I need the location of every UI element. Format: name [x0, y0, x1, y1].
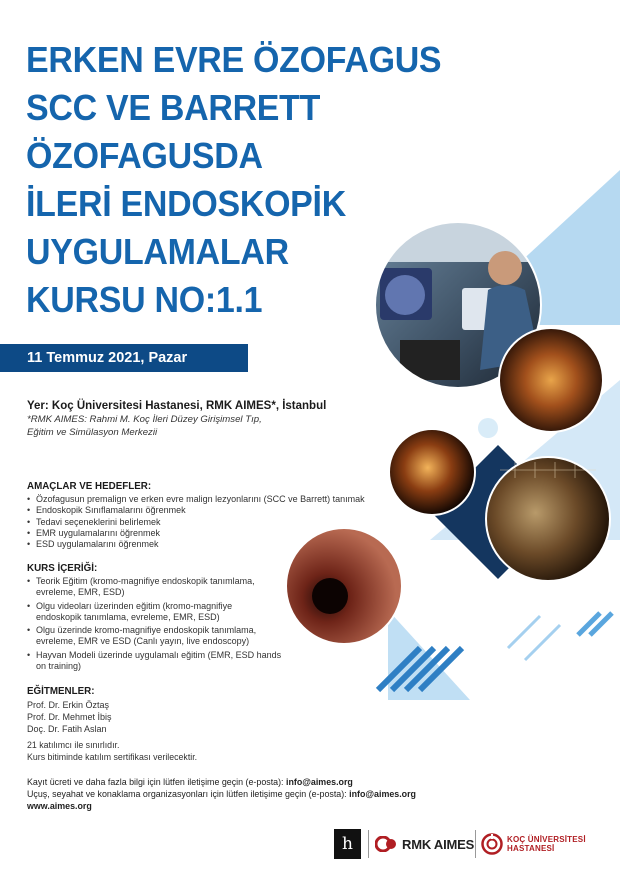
koc-line: KOÇ ÜNİVERSİTESİ [507, 835, 586, 844]
instructors-section [27, 686, 387, 735]
instructors-heading: EĞİTMENLER: [27, 686, 95, 697]
list-item [27, 625, 387, 648]
instructor-name: Prof. Dr. Erkin Öztaş [27, 700, 110, 710]
list-item-line: evreleme, EMR ve ESD (Canlı yayın, live endoscopy) [36, 636, 250, 647]
title-line: SCC VE BARRETT [26, 87, 321, 128]
blue-stripes-right [578, 613, 612, 635]
date-banner: 11 Temmuz 2021, Pazar [0, 344, 248, 372]
contact-line [27, 788, 447, 800]
instructor-name: Doç. Dr. Fatih Aslan [27, 724, 107, 734]
contact-block [27, 776, 447, 812]
title-line: KURSU NO:1.1 [26, 279, 263, 320]
list-item: • Tedavi seçeneklerini belirlemek [27, 517, 387, 528]
aims-heading: AMAÇLAR VE HEDEFLER: [27, 481, 152, 492]
content-list [27, 576, 387, 672]
list-item-line: endoskopik tanımlama, evreleme, EMR, ESD) [36, 611, 220, 622]
blue-stripes [378, 648, 462, 690]
contact-text: Kayıt ücreti ve daha fazla bilgi için lütfen iletişime geçin (e-posta): [27, 777, 286, 787]
divider [475, 830, 476, 858]
list-item-line: Hayvan Modeli üzerinde uygulamalı eğitim (EMR, ESD hands [36, 649, 282, 660]
photo-endoscopy-2 [389, 429, 475, 515]
h-logo: h [334, 829, 361, 859]
light-blue-triangle-right [430, 380, 620, 540]
list-item: • Özofagusun premalign ve erken evre malign lezyonlarını (SCC ve Barrett) tanımak [27, 494, 387, 505]
list-item-line: on training) [36, 661, 82, 672]
rmk-aimes-logo [375, 834, 474, 854]
venue-block [27, 400, 387, 439]
koc-hospital-logo [481, 831, 586, 857]
photo-endoscopy-1 [499, 328, 603, 432]
rmk-aimes-label: RMK AIMES [402, 836, 475, 852]
list-item: • Endoskopik Sınıflamalarını öğrenmek [27, 505, 387, 516]
title-line: ERKEN EVRE ÖZOFAGUS [26, 39, 442, 80]
koc-hospital-label [507, 835, 586, 853]
list-item [27, 601, 387, 624]
contact-email-link[interactable]: info@aimes.org [349, 789, 416, 799]
course-title [26, 36, 442, 324]
note-line: Kurs bitiminde katılım sertifikası verilecektir. [27, 751, 198, 762]
koc-line: HASTANESİ [507, 844, 555, 853]
notes [27, 740, 367, 763]
list-item-line: Olgu üzerinde kromo-magnifiye endoskopik tanımlama, [36, 625, 257, 636]
list-item: • ESD uygulamalarını öğrenmek [27, 539, 387, 550]
navy-diamond-large [431, 445, 565, 579]
contact-text: Uçuş, seyahat ve konaklama organizasyonları için lütfen iletişime geçin (e-posta): [27, 789, 350, 799]
title-line: UYGULAMALAR [26, 231, 289, 272]
list-item-line: Olgu videoları üzerinden eğitim (kromo-magnifiye [36, 600, 233, 611]
contact-line [27, 800, 447, 812]
aims-section [27, 481, 387, 550]
divider [368, 830, 369, 858]
note-line: 21 katılımcı ile sınırlıdır. [27, 740, 120, 750]
title-line: İLERİ ENDOSKOPİK [26, 183, 346, 224]
content-heading: KURS İÇERİĞİ: [27, 563, 98, 574]
list-item: • EMR uygulamalarını öğrenmek [27, 528, 387, 539]
contact-line [27, 776, 447, 788]
photo-endoscopy-3 [486, 457, 610, 581]
venue-line: Yer: Koç Üniversitesi Hastanesi, RMK AIMES*, İstanbul [27, 400, 327, 412]
list-item [27, 650, 387, 673]
website-link[interactable]: www.aimes.org [27, 801, 92, 811]
title-line: ÖZOFAGUSDA [26, 135, 263, 176]
koc-hospital-icon [481, 833, 503, 855]
list-item [27, 576, 387, 599]
instructor-name: Prof. Dr. Mehmet İbiş [27, 712, 112, 722]
contact-email-link[interactable]: info@aimes.org [285, 777, 353, 787]
logo-strip [334, 829, 614, 859]
content-section [27, 563, 387, 674]
list-item-line: evreleme, EMR, ESD) [36, 587, 125, 598]
light-blue-triangle-top [452, 170, 620, 325]
rmk-aimes-icon [375, 836, 397, 852]
light-blue-triangle-bottom [388, 610, 470, 700]
venue-footnote: *RMK AIMES: Rahmi M. Koç İleri Düzey Girişimsel Tıp, Eğitim ve Simülasyon Merkezii [27, 414, 262, 438]
aims-list [27, 494, 387, 550]
list-item-line: Teorik Eğitim (kromo-magnifiye endoskopik tanımlama, [36, 576, 255, 586]
